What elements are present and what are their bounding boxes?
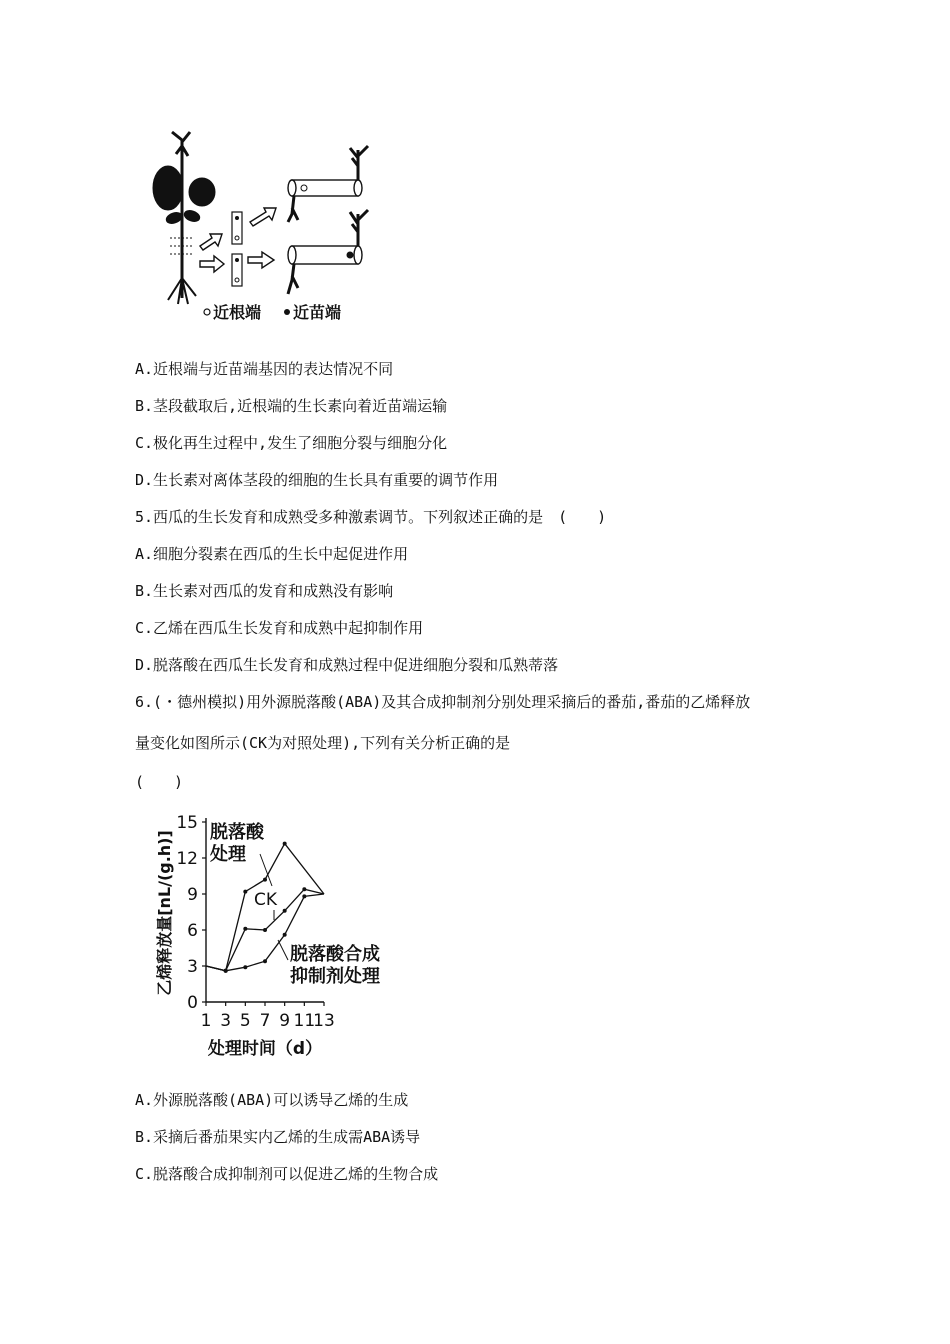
x-tick-label: 9 — [279, 1011, 291, 1031]
series-label: CK — [254, 890, 278, 910]
series-3-point — [224, 969, 228, 973]
x-tick-label: 5 — [239, 1011, 251, 1031]
x-tick-label: 13 — [313, 1011, 335, 1031]
series-label: 脱落酸 — [210, 822, 264, 843]
q5-option-c: C.乙烯在西瓜生长发育和成熟中起抑制作用 — [135, 619, 424, 637]
series-label: 脱落酸合成 — [290, 944, 380, 965]
q6-option-b: B.采摘后番茄果实内乙烯的生成需ABA诱导 — [135, 1128, 421, 1146]
y-tick-label: 15 — [176, 813, 198, 833]
q6-answer-blank: ( ) — [135, 773, 184, 791]
y-tick-label: 9 — [187, 885, 198, 905]
arrow-icon — [248, 208, 276, 268]
ethylene-release-chart — [150, 808, 400, 1064]
series-label: 处理 — [210, 844, 246, 865]
q4-option-b: B.茎段截取后,近根端的生长素向着近苗端运输 — [135, 397, 448, 415]
root-end-marker — [204, 309, 210, 315]
series-label: 抑制剂处理 — [290, 966, 380, 987]
series-1-point — [263, 878, 267, 882]
y-tick-label: 12 — [176, 849, 198, 869]
x-tick-label: 11 — [293, 1011, 316, 1031]
q5-stem: 5.西瓜的生长发育和成熟受多种激素调节。下列叙述正确的是 ( ) — [135, 508, 607, 526]
legend-root-label: 近根端 — [213, 303, 262, 322]
series-1-point — [283, 842, 287, 846]
q4-option-c: C.极化再生过程中,发生了细胞分裂与细胞分化 — [135, 434, 448, 452]
chart-axes — [176, 813, 334, 1031]
q5-option-d: D.脱落酸在西瓜生长发育和成熟过程中促进细胞分裂和瓜熟蒂落 — [135, 656, 559, 674]
series-2-point — [243, 927, 247, 931]
x-tick-label: 1 — [200, 1011, 212, 1031]
series-label-leader — [278, 940, 288, 960]
series-3-point — [283, 933, 287, 937]
q6-stem-line1: 6.(・德州模拟)用外源脱落酸(ABA)及其合成抑制剂分别处理采摘后的番茄,番茄的乙烯释放 — [135, 693, 751, 711]
series-2-point — [263, 928, 267, 932]
regenerated-segment-lower — [288, 210, 368, 294]
series-2-point — [283, 909, 287, 913]
q6-option-c: C.脱落酸合成抑制剂可以促进乙烯的生物合成 — [135, 1165, 439, 1183]
q5-option-a: A.细胞分裂素在西瓜的生长中起促进作用 — [135, 545, 409, 563]
legend-tip-label: 近苗端 — [293, 303, 342, 322]
y-tick-label: 6 — [187, 921, 198, 941]
series-3-point — [302, 894, 306, 898]
regenerated-segment-upper — [288, 146, 368, 222]
stem-regeneration-figure — [148, 128, 370, 328]
q5-option-b: B.生长素对西瓜的发育和成熟没有影响 — [135, 582, 394, 600]
y-tick-label: 3 — [187, 957, 198, 977]
series-3-point — [243, 965, 247, 969]
plant-illustration — [153, 132, 215, 304]
q4-option-a: A.近根端与近苗端基因的表达情况不同 — [135, 360, 394, 378]
chart-series — [206, 821, 381, 987]
y-axis-label: 乙烯释放量[nL/(g.h)] — [155, 830, 174, 996]
series-3-point — [263, 959, 267, 963]
x-axis-label: 处理时间（d） — [207, 1039, 323, 1059]
y-tick-label: 0 — [187, 993, 198, 1013]
q6-option-a: A.外源脱落酸(ABA)可以诱导乙烯的生成 — [135, 1091, 409, 1109]
series-1-point — [243, 890, 247, 894]
x-tick-label: 7 — [259, 1011, 271, 1031]
tip-end-marker — [284, 309, 290, 315]
q6-stem-line2: 量变化如图所示(CK为对照处理),下列有关分析正确的是 — [135, 734, 511, 752]
series-2-point — [302, 887, 306, 891]
x-tick-label: 3 — [220, 1011, 232, 1031]
q4-option-d: D.生长素对离体茎段的细胞的生长具有重要的调节作用 — [135, 471, 499, 489]
arrow-icon — [200, 234, 224, 272]
